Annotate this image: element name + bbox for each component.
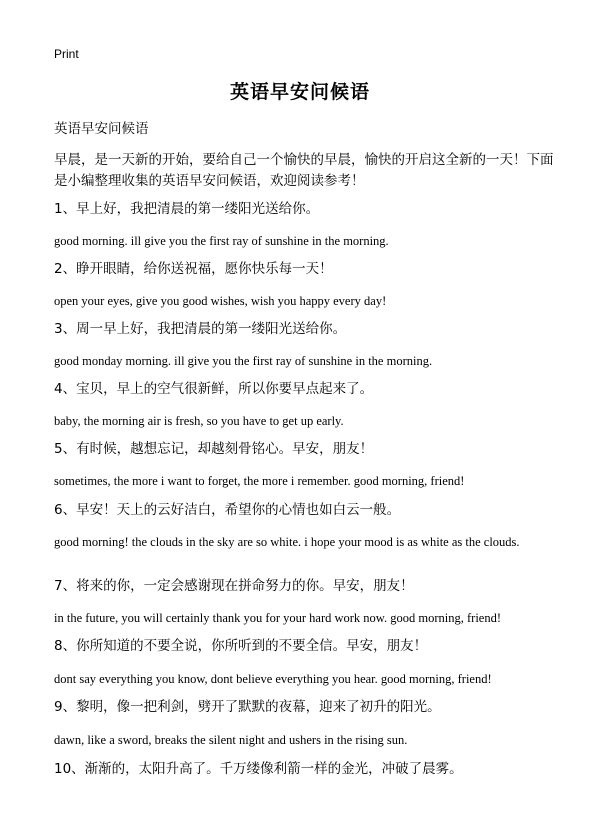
greeting-english-2: open your eyes, give you good wishes, wish you happy every day! [54, 294, 387, 308]
greeting-chinese-10: 10、渐渐的，太阳升高了。千万缕像利箭一样的金光，冲破了晨雾。 [54, 761, 463, 777]
greeting-english-9: dawn, like a sword, breaks the silent night and ushers in the rising sun. [54, 733, 408, 747]
greeting-chinese-7: 7、将来的你，一定会感谢现在拼命努力的你。早安，朋友！ [54, 578, 414, 594]
greeting-chinese-1: 1、早上好，我把清晨的第一缕阳光送给你。 [54, 201, 320, 217]
greeting-chinese-8: 8、你所知道的不要全说，你所听到的不要全信。早安，朋友！ [54, 638, 428, 654]
greeting-english-5: sometimes, the more i want to forget, the more i remember. good morning, friend! [54, 474, 465, 488]
greeting-chinese-9: 9、黎明，像一把利剑，劈开了默默的夜幕，迎来了初升的阳光。 [54, 699, 441, 715]
greeting-english-8: dont say everything you know, dont believe everything you hear. good morning, friend! [54, 672, 492, 686]
intro-paragraph: 早晨，是一天新的开始，要给自己一个愉快的早晨，愉快的开启这全新的一天！下面是小编整理收集的英语早安问候语，欢迎阅读参考！ [54, 152, 554, 189]
greeting-english-7: in the future, you will certainly thank you for your hard work now. good morning, friend! [54, 611, 502, 625]
greeting-english-3: good monday morning. ill give you the first ray of sunshine in the morning. [54, 354, 433, 368]
greeting-chinese-3: 3、周一早上好，我把清晨的第一缕阳光送给你。 [54, 321, 347, 337]
greeting-english-6: good morning! the clouds in the sky are so white. i hope your mood is as white as the clouds. [54, 535, 520, 549]
print-link[interactable]: Print [54, 47, 79, 61]
article-subtitle: 英语早安问候语 [54, 121, 149, 137]
greeting-chinese-4: 4、宝贝，早上的空气很新鲜，所以你要早点起来了。 [54, 381, 374, 397]
greeting-chinese-5: 5、有时候，越想忘记，却越刻骨铭心。早安，朋友！ [54, 441, 374, 457]
greeting-english-1: good morning. ill give you the first ray of sunshine in the morning. [54, 234, 389, 248]
page-title: 英语早安问候语 [229, 81, 370, 103]
greeting-english-4: baby, the morning air is fresh, so you have to get up early. [54, 414, 344, 428]
greeting-chinese-6: 6、早安！天上的云好洁白，希望你的心情也如白云一般。 [54, 502, 401, 518]
greeting-chinese-2: 2、睁开眼睛，给你送祝福，愿你快乐每一天！ [54, 261, 333, 277]
